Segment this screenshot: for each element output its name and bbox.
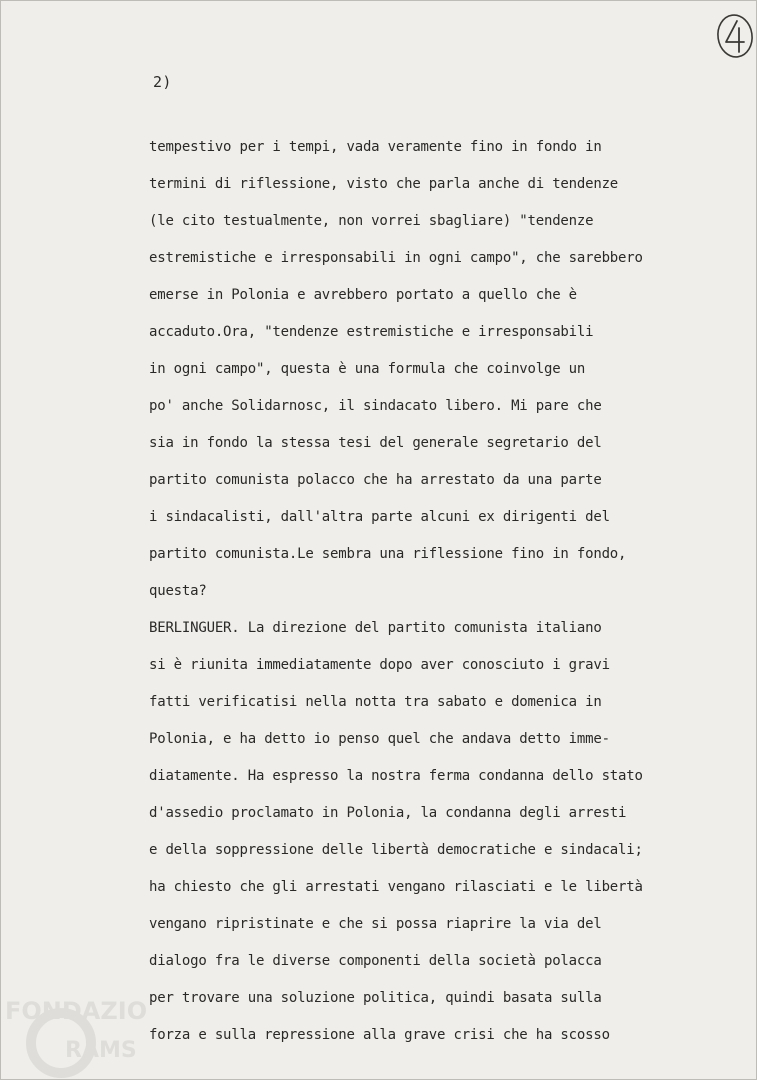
text-line: Polonia, e ha detto io penso quel che andava detto imme- xyxy=(149,731,610,747)
text-line: dialogo fra le diverse componenti della società polacca xyxy=(149,953,602,969)
text-line: BERLINGUER. La direzione del partito comunista italiano xyxy=(149,620,602,636)
text-line: si è riunita immediatamente dopo aver conosciuto i gravi xyxy=(149,657,610,673)
text-line: per trovare una soluzione politica, quindi basata sulla xyxy=(149,990,602,1006)
text-line: in ogni campo", questa è una formula che coinvolge un xyxy=(149,361,586,377)
text-line: vengano ripristinate e che si possa riaprire la via del xyxy=(149,916,602,932)
text-line: forza e sulla repressione alla grave crisi che ha scosso xyxy=(149,1027,610,1043)
text-line: po' anche Solidarnosc, il sindacato libero. Mi pare che xyxy=(149,398,602,414)
text-line: (le cito testualmente, non vorrei sbagliare) "tendenze xyxy=(149,213,594,229)
handwritten-page-number-mark xyxy=(713,11,757,61)
text-line: emerse in Polonia e avrebbero portato a quello che è xyxy=(149,287,577,303)
typed-text-body xyxy=(149,129,739,1054)
text-line: d'assedio proclamato in Polonia, la condanna degli arresti xyxy=(149,805,627,821)
page-label: 2) xyxy=(153,73,172,91)
text-line: fatti verificatisi nella notta tra sabato e domenica in xyxy=(149,694,602,710)
text-line: partito comunista.Le sembra una riflessione fino in fondo, xyxy=(149,546,627,562)
text-line: estremistiche e irresponsabili in ogni campo", che sarebbero xyxy=(149,250,643,266)
text-line: accaduto.Ora, "tendenze estremistiche e irresponsabili xyxy=(149,324,594,340)
text-line: partito comunista polacco che ha arrestato da una parte xyxy=(149,472,602,488)
text-line: e della soppressione delle libertà democratiche e sindacali; xyxy=(149,842,643,858)
text-line: tempestivo per i tempi, vada veramente fino in fondo in xyxy=(149,139,602,155)
text-line: questa? xyxy=(149,583,207,599)
svg-text:RAMS: RAMS xyxy=(65,1038,137,1063)
svg-text:FONDAZIO: FONDAZIO xyxy=(5,997,148,1025)
text-line: diatamente. Ha espresso la nostra ferma condanna dello stato xyxy=(149,768,643,784)
text-line: sia in fondo la stessa tesi del generale segretario del xyxy=(149,435,602,451)
text-line: i sindacalisti, dall'altra parte alcuni ex dirigenti del xyxy=(149,509,610,525)
text-line: ha chiesto che gli arrestati vengano rilasciati e le libertà xyxy=(149,879,643,895)
text-line: termini di riflessione, visto che parla anche di tendenze xyxy=(149,176,619,192)
